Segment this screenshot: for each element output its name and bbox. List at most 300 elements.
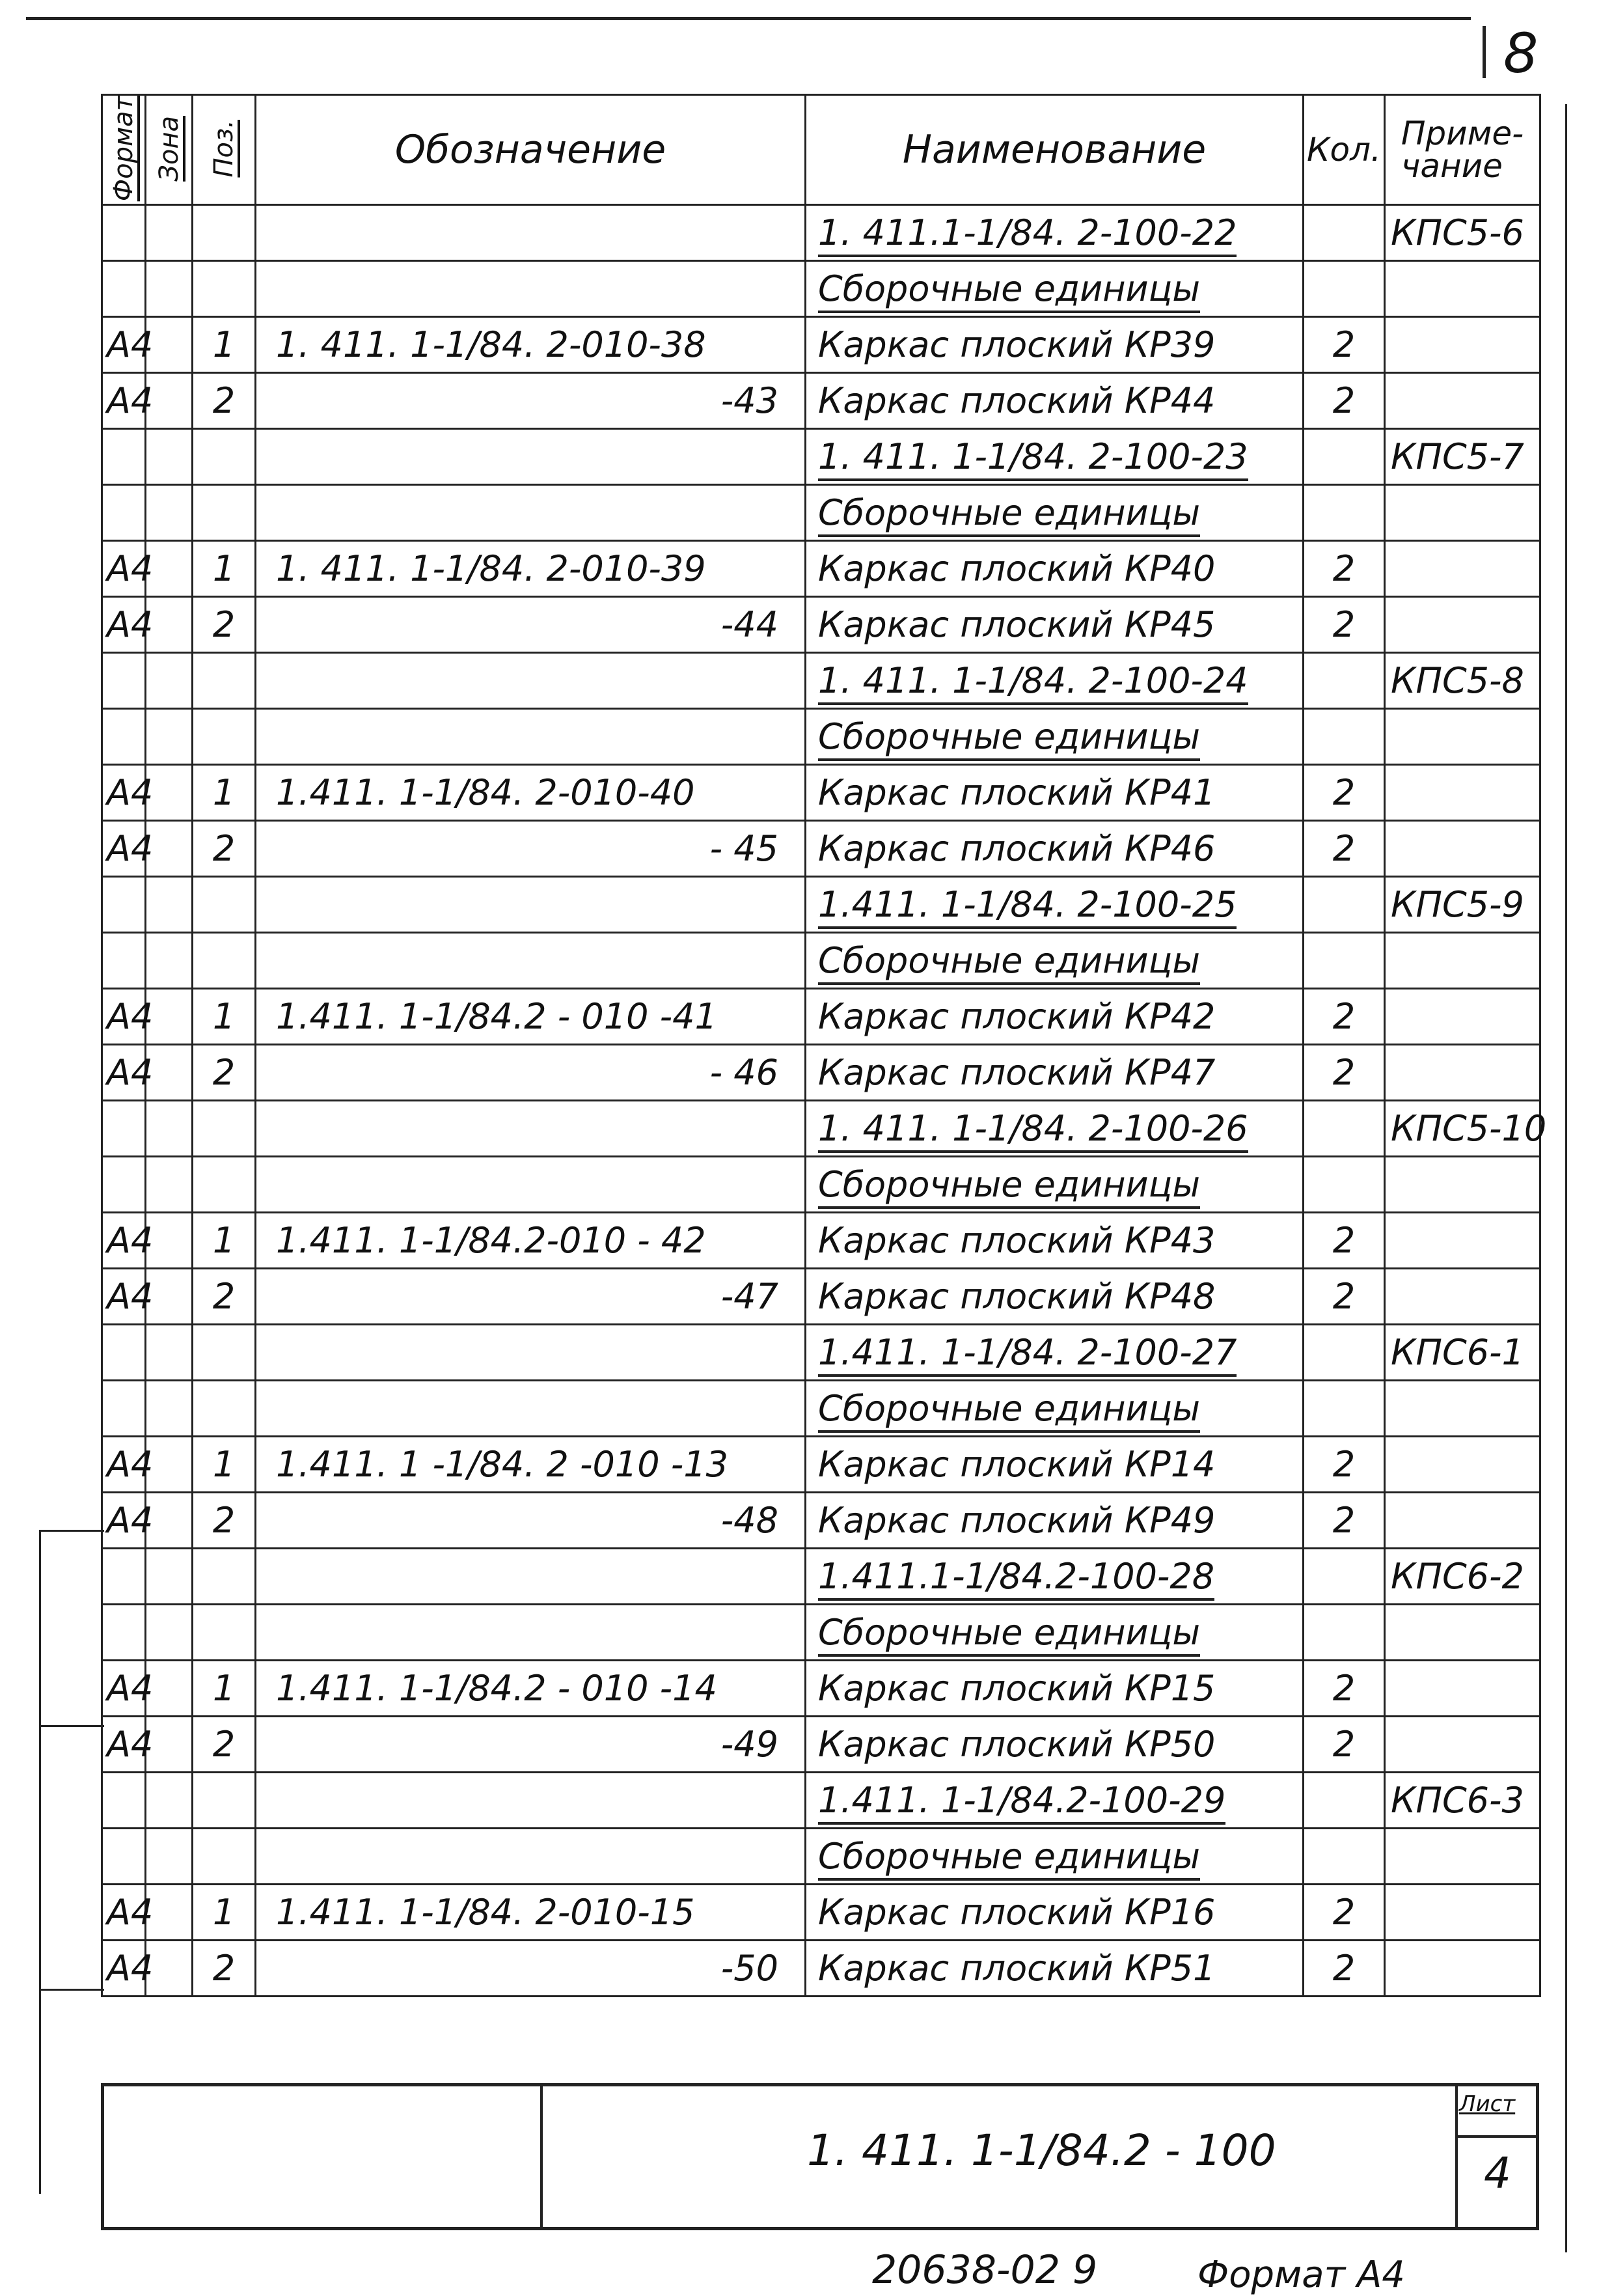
row-zone	[146, 1101, 193, 1157]
table-row	[102, 1885, 1540, 1941]
row-position	[193, 821, 256, 877]
row-format	[102, 373, 154, 429]
row-position-text: 2	[212, 1052, 236, 1094]
row-designation-text: -47	[720, 1276, 778, 1318]
row-name	[806, 429, 1304, 485]
row-position	[193, 541, 256, 597]
row-format	[102, 877, 146, 933]
row-zone	[146, 1549, 193, 1605]
row-name	[806, 1773, 1304, 1829]
row-quantity	[1304, 1717, 1385, 1773]
table-row	[102, 597, 1540, 653]
row-quantity	[1304, 1269, 1385, 1325]
row-name-text: Каркас плоский КР46	[818, 828, 1216, 870]
row-designation	[256, 429, 806, 485]
table-row	[102, 1717, 1540, 1773]
row-position-text: 2	[212, 1276, 236, 1318]
table-row	[102, 1213, 1540, 1269]
row-name	[806, 1493, 1304, 1549]
row-name	[806, 765, 1304, 821]
row-quantity	[1304, 485, 1385, 541]
table-row	[102, 1101, 1540, 1157]
row-format	[102, 1605, 146, 1661]
row-zone	[146, 1773, 193, 1829]
row-designation	[256, 1269, 806, 1325]
row-note	[1385, 597, 1540, 653]
row-quantity-text: 2	[1332, 996, 1356, 1038]
row-position	[193, 989, 256, 1045]
row-designation	[256, 1829, 806, 1885]
row-name	[806, 485, 1304, 541]
row-name-text: Каркас плоский КР48	[818, 1276, 1216, 1318]
table-row	[102, 1381, 1540, 1437]
table-row	[102, 653, 1540, 709]
row-quantity	[1304, 261, 1385, 317]
row-name-text: 1.411. 1-1/84. 2-100-27	[818, 1332, 1237, 1377]
row-quantity	[1304, 1157, 1385, 1213]
table-row	[102, 709, 1540, 765]
row-name	[806, 821, 1304, 877]
row-quantity-text: 2	[1332, 380, 1356, 422]
row-designation-text: 1. 411. 1-1/84. 2-010-39	[276, 548, 706, 590]
row-format-text: А4	[107, 1948, 154, 1989]
row-name	[806, 1325, 1304, 1381]
row-zone	[146, 933, 193, 989]
page-number-divider	[1483, 26, 1486, 78]
row-quantity	[1304, 1549, 1385, 1605]
row-format	[102, 485, 146, 541]
table-row	[102, 429, 1540, 485]
row-quantity-text: 2	[1332, 1052, 1356, 1094]
row-quantity	[1304, 1213, 1385, 1269]
row-name	[806, 653, 1304, 709]
row-note	[1385, 1101, 1547, 1157]
row-format	[102, 653, 146, 709]
row-name	[806, 1549, 1304, 1605]
row-zone	[146, 205, 193, 261]
table-row	[102, 989, 1540, 1045]
row-note	[1385, 709, 1540, 765]
row-position	[193, 709, 256, 765]
row-format	[102, 1717, 154, 1773]
table-row	[102, 1773, 1540, 1829]
row-format	[102, 933, 146, 989]
row-zone	[146, 877, 193, 933]
row-designation	[256, 877, 806, 933]
table-row	[102, 541, 1540, 597]
row-note	[1385, 1549, 1540, 1605]
format-stamp: Формат А4	[1197, 2254, 1405, 2296]
row-name-text: 1.411. 1-1/84.2-100-29	[818, 1780, 1225, 1825]
row-format-text: А4	[107, 604, 154, 646]
row-quantity	[1304, 205, 1385, 261]
row-position	[193, 1829, 256, 1885]
table-row	[102, 1493, 1540, 1549]
row-name-text: Сборочные единицы	[818, 716, 1200, 761]
row-designation	[256, 317, 806, 373]
row-zone	[146, 709, 193, 765]
row-designation	[256, 1157, 806, 1213]
row-name-text: Сборочные единицы	[818, 940, 1200, 985]
row-quantity	[1304, 989, 1385, 1045]
row-position	[193, 205, 256, 261]
row-position	[193, 597, 256, 653]
table-row	[102, 317, 1540, 373]
row-note	[1385, 877, 1540, 933]
row-name-text: Каркас плоский КР45	[818, 604, 1216, 646]
inventory-number: 20638-02 9	[872, 2247, 1098, 2293]
row-quantity-text: 2	[1332, 772, 1356, 814]
row-designation	[256, 541, 806, 597]
table-row	[102, 1157, 1540, 1213]
row-designation-text: 1.411. 1-1/84.2 - 010 -14	[276, 1668, 717, 1709]
row-designation-text: 1.411. 1-1/84. 2-010-15	[276, 1892, 695, 1933]
document-code: 1. 411. 1-1/84.2 - 100	[807, 2125, 1276, 2176]
row-name-text: 1.411.1-1/84.2-100-28	[818, 1556, 1214, 1601]
row-quantity-text: 2	[1332, 1668, 1356, 1709]
row-name	[806, 373, 1304, 429]
row-position-text: 2	[212, 604, 236, 646]
row-designation-text: - 46	[709, 1052, 778, 1094]
row-note	[1385, 485, 1540, 541]
row-name-text: 1. 411. 1-1/84. 2-100-24	[818, 660, 1248, 705]
row-designation	[256, 1213, 806, 1269]
row-format-text: А4	[107, 1220, 154, 1262]
row-name-text: Каркас плоский КР43	[818, 1220, 1216, 1262]
row-position	[193, 877, 256, 933]
row-position-text: 2	[212, 380, 236, 422]
row-position	[193, 1213, 256, 1269]
row-designation-text: -48	[720, 1500, 778, 1542]
binding-mark	[39, 1530, 104, 1532]
row-name	[806, 989, 1304, 1045]
row-format	[102, 1269, 154, 1325]
header-pos: Поз.	[193, 95, 256, 205]
row-designation	[256, 1381, 806, 1437]
row-note	[1385, 1213, 1540, 1269]
row-position	[193, 1493, 256, 1549]
row-note	[1385, 933, 1540, 989]
row-note	[1385, 1157, 1540, 1213]
header-designation: Обозначение	[256, 95, 806, 205]
row-note	[1385, 1045, 1540, 1101]
row-position	[193, 485, 256, 541]
row-designation-text: 1. 411. 1-1/84. 2-010-38	[276, 324, 706, 366]
row-quantity	[1304, 877, 1385, 933]
row-quantity	[1304, 317, 1385, 373]
row-format-text: А4	[107, 772, 154, 814]
row-name	[806, 709, 1304, 765]
row-format	[102, 1941, 154, 1997]
row-format	[102, 989, 154, 1045]
row-position-text: 1	[212, 772, 236, 814]
row-name-text: Каркас плоский КР16	[818, 1892, 1216, 1933]
row-note	[1385, 765, 1540, 821]
row-zone	[146, 1325, 193, 1381]
table-row	[102, 1325, 1540, 1381]
row-zone	[146, 485, 193, 541]
row-position	[193, 1269, 256, 1325]
row-designation-text: 1.411. 1-1/84. 2-010-40	[276, 772, 695, 814]
row-name-text: 1. 411.1-1/84. 2-100-22	[818, 212, 1237, 257]
row-quantity	[1304, 597, 1385, 653]
row-position	[193, 1941, 256, 1997]
row-position	[193, 1101, 256, 1157]
title-block-divider	[1455, 2135, 1539, 2138]
row-position	[193, 1717, 256, 1773]
row-note	[1385, 1717, 1540, 1773]
row-quantity	[1304, 765, 1385, 821]
row-note	[1385, 653, 1540, 709]
row-format	[102, 1549, 146, 1605]
row-quantity-text: 2	[1332, 548, 1356, 590]
row-format-text: А4	[107, 1444, 154, 1486]
row-format	[102, 1661, 154, 1717]
row-designation-text: 1.411. 1-1/84.2-010 - 42	[276, 1220, 706, 1262]
table-row	[102, 485, 1540, 541]
row-position	[193, 1437, 256, 1493]
row-quantity	[1304, 933, 1385, 989]
row-name-text: 1.411. 1-1/84. 2-100-25	[818, 884, 1237, 929]
row-position	[193, 429, 256, 485]
row-quantity	[1304, 373, 1385, 429]
row-position	[193, 1157, 256, 1213]
row-quantity	[1304, 1773, 1385, 1829]
row-note	[1385, 429, 1540, 485]
row-zone	[146, 261, 193, 317]
row-zone	[146, 1381, 193, 1437]
row-designation	[256, 1493, 806, 1549]
row-position	[193, 933, 256, 989]
binding-mark-vertical	[39, 1530, 41, 2194]
row-name	[806, 1829, 1304, 1885]
row-designation-text: -43	[720, 380, 778, 422]
row-designation	[256, 1605, 806, 1661]
sheet-label: Лист	[1459, 2091, 1516, 2117]
row-position-text: 1	[212, 1892, 236, 1933]
row-name	[806, 1213, 1304, 1269]
row-designation	[256, 709, 806, 765]
row-name-text: Сборочные единицы	[818, 1388, 1200, 1433]
table-row	[102, 1661, 1540, 1717]
row-designation-text: -50	[720, 1948, 778, 1989]
row-quantity-text: 2	[1332, 1892, 1356, 1933]
row-format	[102, 429, 146, 485]
row-note-text: КПС6-3	[1391, 1780, 1524, 1821]
row-position	[193, 373, 256, 429]
row-quantity	[1304, 1045, 1385, 1101]
row-quantity	[1304, 541, 1385, 597]
row-note	[1385, 205, 1540, 261]
row-name-text: Каркас плоский КР44	[818, 380, 1216, 422]
row-note	[1385, 1269, 1540, 1325]
row-name-text: Каркас плоский КР50	[818, 1724, 1216, 1765]
row-format	[102, 597, 154, 653]
row-position	[193, 1773, 256, 1829]
row-quantity	[1304, 1941, 1385, 1997]
row-designation	[256, 1549, 806, 1605]
row-note	[1385, 1493, 1540, 1549]
row-quantity-text: 2	[1332, 1948, 1356, 1989]
row-name-text: Каркас плоский КР40	[818, 548, 1216, 590]
row-note	[1385, 1437, 1540, 1493]
row-format-text: А4	[107, 548, 154, 590]
row-designation-text: -44	[720, 604, 778, 646]
row-position	[193, 1885, 256, 1941]
table-row	[102, 1045, 1540, 1101]
row-designation	[256, 373, 806, 429]
row-position-text: 2	[212, 1724, 236, 1765]
row-note-text: КПС5-10	[1391, 1108, 1547, 1150]
table-row	[102, 1605, 1540, 1661]
row-designation	[256, 1885, 806, 1941]
row-format-text: А4	[107, 1500, 154, 1542]
table-row	[102, 1549, 1540, 1605]
row-name	[806, 933, 1304, 989]
sheet-number: 4	[1484, 2148, 1511, 2198]
row-designation-text: 1.411. 1 -1/84. 2 -010 -13	[276, 1444, 728, 1486]
row-quantity-text: 2	[1332, 1444, 1356, 1486]
row-position	[193, 1605, 256, 1661]
row-format	[102, 1157, 146, 1213]
row-position-text: 1	[212, 996, 236, 1038]
row-note	[1385, 1773, 1540, 1829]
row-format-text: А4	[107, 380, 154, 422]
row-designation	[256, 1101, 806, 1157]
row-note	[1385, 541, 1540, 597]
title-block-divider	[540, 2083, 543, 2230]
row-note	[1385, 989, 1540, 1045]
row-position-text: 1	[212, 548, 236, 590]
row-position	[193, 1661, 256, 1717]
row-name	[806, 1381, 1304, 1437]
row-note	[1385, 1381, 1540, 1437]
row-format-text: А4	[107, 324, 154, 366]
row-zone	[146, 1605, 193, 1661]
row-quantity-text: 2	[1332, 1724, 1356, 1765]
row-format	[102, 1381, 146, 1437]
header-qty: Кол.	[1304, 95, 1385, 205]
row-note	[1385, 1661, 1540, 1717]
row-note-text: КПС5-6	[1391, 212, 1524, 254]
row-quantity-text: 2	[1332, 828, 1356, 870]
row-note	[1385, 373, 1540, 429]
row-name	[806, 1605, 1304, 1661]
header-row	[102, 95, 1540, 205]
row-name-text: 1. 411. 1-1/84. 2-100-26	[818, 1108, 1248, 1153]
header-format: Формат	[102, 95, 146, 205]
row-format	[102, 1493, 154, 1549]
row-format-text: А4	[107, 996, 154, 1038]
row-quantity	[1304, 653, 1385, 709]
row-designation	[256, 261, 806, 317]
row-name-text: Каркас плоский КР49	[818, 1500, 1216, 1542]
row-name-text: Сборочные единицы	[818, 1836, 1200, 1881]
row-quantity	[1304, 1437, 1385, 1493]
row-quantity-text: 2	[1332, 1500, 1356, 1542]
row-designation	[256, 1773, 806, 1829]
row-name	[806, 1661, 1304, 1717]
row-format	[102, 1325, 146, 1381]
row-quantity	[1304, 1829, 1385, 1885]
row-format-text: А4	[107, 1276, 154, 1318]
row-position-text: 2	[212, 1500, 236, 1542]
row-name-text: Каркас плоский КР51	[818, 1948, 1216, 1989]
row-name	[806, 205, 1304, 261]
row-designation	[256, 597, 806, 653]
row-format	[102, 1437, 154, 1493]
row-quantity-text: 2	[1332, 324, 1356, 366]
row-note	[1385, 1325, 1540, 1381]
row-quantity	[1304, 1661, 1385, 1717]
row-name	[806, 877, 1304, 933]
row-format-text: А4	[107, 1052, 154, 1094]
row-designation	[256, 205, 806, 261]
row-note-text: КПС6-1	[1391, 1332, 1524, 1374]
row-name	[806, 1101, 1304, 1157]
row-quantity	[1304, 1885, 1385, 1941]
row-name	[806, 597, 1304, 653]
table-row	[102, 877, 1540, 933]
row-format	[102, 765, 154, 821]
row-name-text: Каркас плоский КР14	[818, 1444, 1216, 1486]
row-name	[806, 1437, 1304, 1493]
row-format-text: А4	[107, 1892, 154, 1933]
row-format	[102, 1045, 154, 1101]
row-note-text: КПС5-7	[1391, 436, 1524, 478]
header-note	[1385, 95, 1540, 205]
row-zone	[146, 1829, 193, 1885]
row-quantity	[1304, 429, 1385, 485]
row-position	[193, 1045, 256, 1101]
row-format	[102, 821, 154, 877]
table-row	[102, 1941, 1540, 1997]
row-name	[806, 261, 1304, 317]
table-row	[102, 205, 1540, 261]
row-note-text: КПС5-8	[1391, 660, 1524, 702]
row-position	[193, 1381, 256, 1437]
row-name-text: 1. 411. 1-1/84. 2-100-23	[818, 436, 1248, 481]
row-designation	[256, 989, 806, 1045]
row-format	[102, 1213, 154, 1269]
row-format-text: А4	[107, 1724, 154, 1765]
row-quantity-text: 2	[1332, 604, 1356, 646]
table-row	[102, 1269, 1540, 1325]
row-note	[1385, 1885, 1540, 1941]
row-name	[806, 317, 1304, 373]
row-note	[1385, 1941, 1540, 1997]
table-row	[102, 765, 1540, 821]
row-position	[193, 261, 256, 317]
row-format	[102, 1101, 146, 1157]
row-designation	[256, 1045, 806, 1101]
row-position-text: 1	[212, 1220, 236, 1262]
row-name-text: Сборочные единицы	[818, 1612, 1200, 1657]
row-quantity	[1304, 1605, 1385, 1661]
row-name-text: Каркас плоский КР41	[818, 772, 1216, 814]
row-name	[806, 1941, 1304, 1997]
row-position-text: 2	[212, 828, 236, 870]
row-note	[1385, 317, 1540, 373]
row-designation-text: -49	[720, 1724, 778, 1765]
row-format	[102, 317, 154, 373]
row-name	[806, 1045, 1304, 1101]
row-quantity	[1304, 1381, 1385, 1437]
specification-table	[101, 94, 1547, 1997]
row-designation	[256, 821, 806, 877]
row-designation	[256, 653, 806, 709]
row-position	[193, 1325, 256, 1381]
